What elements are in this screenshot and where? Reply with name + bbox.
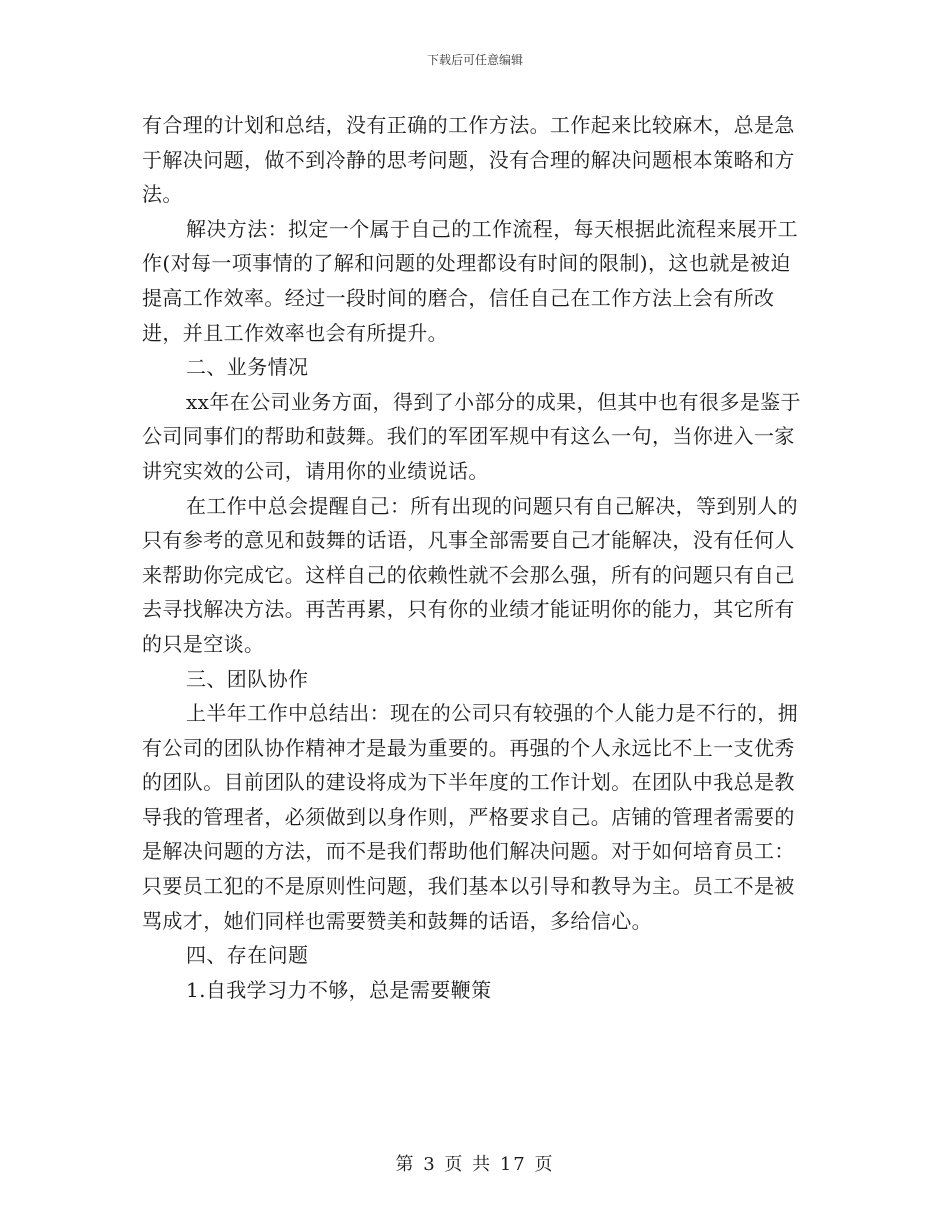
document-body	[142, 108, 810, 1007]
list-item: 1.自我学习力不够，总是需要鞭策	[186, 977, 492, 1002]
section-heading: 二、业务情况	[186, 355, 309, 380]
section-heading: 四、存在问题	[186, 943, 309, 968]
paragraph: 解决方法：拟定一个属于自己的工作流程，每天根据此流程来展开工作(对每一项事情的了解和问题的处理都设有时间的限制)，这也就是被迫提高工作效率。经过一段时间的磨合，信任自己在工作方法上会有所改进，并且工作效率也会有所提升。	[142, 216, 798, 345]
section-heading: 三、团队协作	[186, 666, 309, 691]
page-header: 下载后可任意编辑	[426, 53, 523, 67]
paragraph: xx年在公司业务方面，得到了小部分的成果，但其中也有很多是鉴于公司同事们的帮助和鼓舞。我们的军团军规中有这么一句，当你进入一家讲究实效的公司，请用你的业绩说话。	[142, 389, 801, 483]
paragraph: 在工作中总会提醒自己：所有出现的问题只有自己解决，等到别人的只有参考的意见和鼓舞的话语，凡事全部需要自己才能解决，没有任何人来帮助你完成它。这样自己的依赖性就不会那么强，所有的问题只有自己去寻找解决方法。再苦再累，只有你的业绩才能证明你的能力，其它所有的只是空谈。	[142, 493, 798, 656]
page-footer: 第 3 页 共 17 页	[395, 1154, 555, 1175]
paragraph: 上半年工作中总结出：现在的公司只有较强的个人能力是不行的，拥有公司的团队协作精神才是最为重要的。再强的个人永远比不上一支优秀的团队。目前团队的建设将成为下半年度的工作计划。在团队中我总是教导我的管理者，必须做到以身作则，严格要求自己。店铺的管理者需要的是解决问题的方法，而不是我们帮助他们解决问题。对于如何培育员工：只要员工犯的不是原则性问题，我们基本以引导和教导为主。员工不是被骂成才，她们同样也需要赞美和鼓舞的话语，多给信心。	[142, 701, 798, 933]
paragraph: 有合理的计划和总结，没有正确的工作方法。工作起来比较麻木，总是急于解决问题，做不到冷静的思考问题，没有合理的解决问题根本策略和方法。	[142, 113, 795, 207]
